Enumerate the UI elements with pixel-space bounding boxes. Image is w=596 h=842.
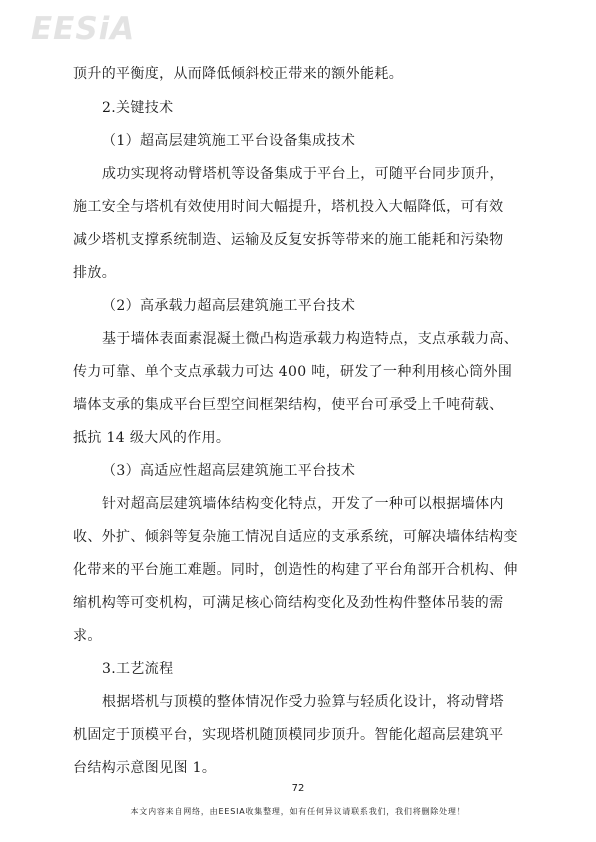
subsection-heading: （2）高承载力超高层建筑施工平台技术 bbox=[102, 298, 356, 314]
eesia-logo: EESiA bbox=[31, 11, 136, 47]
paragraph-line: 基于墙体表面素混凝土微凸构造承载力构造特点，支点承载力高、 bbox=[102, 331, 519, 347]
paragraph-line: 机固定于顶模平台，实现塔机随顶模同步顶升。智能化超高层建筑平 bbox=[73, 727, 504, 743]
paragraph-line: 减少塔机支撑系统制造、运输及反复安拆等带来的施工能耗和污染物 bbox=[73, 232, 504, 248]
paragraph-line: 墙体支承的集成平台巨型空间框架结构，使平台可承受上千吨荷载、 bbox=[73, 397, 504, 413]
paragraph-line: 成功实现将动臂塔机等设备集成于平台上，可随平台同步顶升， bbox=[102, 166, 504, 182]
paragraph-line: 抵抗 14 级大风的作用。 bbox=[73, 430, 231, 446]
section-heading: 2.关键技术 bbox=[102, 100, 174, 116]
paragraph-line: 针对超高层建筑墙体结构变化特点，开发了一种可以根据墙体内 bbox=[102, 496, 504, 512]
paragraph-line: 顶升的平衡度，从而降低倾斜校正带来的额外能耗。 bbox=[73, 66, 404, 82]
paragraph-line: 缩机构等可变机构，可满足核心筒结构变化及劲性构件整体吊装的需 bbox=[73, 595, 504, 611]
subsection-heading: （3）高适应性超高层建筑施工平台技术 bbox=[102, 463, 356, 479]
subsection-heading: （1）超高层建筑施工平台设备集成技术 bbox=[102, 133, 356, 149]
paragraph-line: 根据塔机与顶模的整体情况作受力验算与轻质化设计，将动臂塔 bbox=[102, 694, 504, 710]
section-heading: 3.工艺流程 bbox=[102, 661, 174, 677]
page-number: 72 bbox=[291, 783, 305, 794]
paragraph-line: 求。 bbox=[73, 628, 102, 644]
paragraph-line: 传力可靠、单个支点承载力可达 400 吨，研发了一种利用核心筒外围 bbox=[73, 364, 513, 380]
paragraph-line: 排放。 bbox=[73, 265, 117, 281]
paragraph-line: 台结构示意图见图 1。 bbox=[73, 760, 217, 776]
paragraph-line: 施工安全与塔机有效使用时间大幅提升，塔机投入大幅降低，可有效 bbox=[73, 199, 504, 215]
footer-note: 本文内容来自网络，由EESIA收集整理，如有任何异议请联系我们，我们将删除处理！ bbox=[130, 807, 466, 816]
paragraph-line: 收、外扩、倾斜等复杂施工情况自适应的支承系统，可解决墙体结构变 bbox=[73, 529, 518, 545]
paragraph-line: 化带来的平台施工难题。同时，创造性的构建了平台角部开合机构、伸 bbox=[73, 562, 518, 578]
